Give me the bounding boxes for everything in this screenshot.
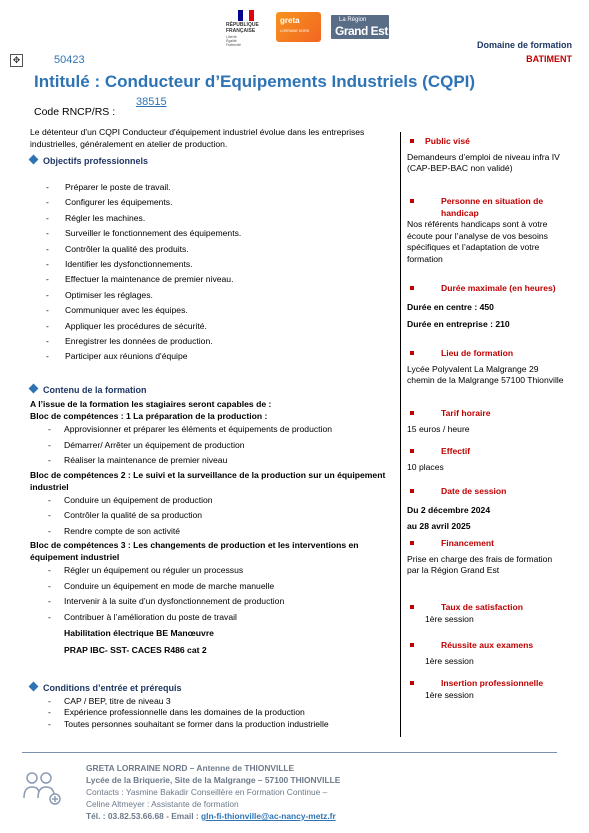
- republique-motto: Liberté Égalité Fraternité: [226, 35, 241, 47]
- sidebar-value: 1ère session: [425, 613, 474, 624]
- republique-text: RÉPUBLIQUE FRANÇAISE: [226, 22, 259, 34]
- sidebar-value: Lycée Polyvalent La Malgrange 29 chemin de la Malgrange 57100 Thionville: [407, 363, 564, 385]
- intro-text: Le détenteur d'un CQPI Conducteur d'équipement industriel évolue dans les entreprises industrielles, généralement en atelier de production.: [30, 127, 365, 149]
- rncp-label: Code RNCP/RS :: [34, 106, 116, 118]
- list-item: - Préparer le poste de travail.: [46, 182, 241, 197]
- sidebar-heading: Lieu de formation: [407, 348, 567, 360]
- list-item: - CAP / BEP, titre de niveau 3: [30, 696, 329, 707]
- sidebar-heading: Réussite aux examens: [407, 640, 567, 652]
- header-logos: [226, 10, 389, 47]
- sidebar-tarif: [407, 408, 567, 435]
- bloc1-title: Bloc de compétences : 1 La préparation de la production :: [30, 411, 268, 421]
- page-title: Intitulé : Conducteur d’Equipements Industriels (CQPI): [34, 72, 476, 91]
- list-item: - Toutes personnes souhaitant se former dans la production industrielle: [30, 719, 329, 730]
- sidebar-value: Durée en entreprise : 210: [407, 318, 510, 329]
- bloc1-list: [30, 422, 395, 469]
- footer-divider: [22, 752, 557, 753]
- habilitation-text: Habilitation électrique BE Manœuvre: [64, 628, 214, 638]
- sidebar-value: Durée en centre : 450: [407, 301, 494, 312]
- list-item: - Contribuer à l’amélioration du poste de travail: [30, 610, 395, 626]
- sidebar-heading: Insertion professionnelle: [407, 678, 567, 690]
- sidebar-heading: Effectif: [407, 446, 567, 458]
- objectifs-heading: [30, 156, 148, 166]
- footer-tel-email: [86, 810, 340, 822]
- list-item: - Configurer les équipements.: [46, 197, 241, 212]
- sidebar-value: au 28 avril 2025: [407, 520, 471, 531]
- region-logo-line1: La Région: [339, 17, 367, 23]
- list-item: - Expérience professionnelle dans les domaines de la production: [30, 707, 329, 718]
- list-item: - Conduire un équipement de production: [30, 493, 395, 509]
- french-flag-icon: [238, 10, 254, 21]
- list-item: - Régler un équipement ou réguler un processus: [30, 563, 395, 579]
- sidebar-heading: Taux de satisfaction: [407, 602, 567, 614]
- sidebar-value: Demandeurs d’emploi de niveau infra IV (CAP-BEP-BAC non validé): [407, 151, 560, 173]
- sidebar-insertion: [407, 678, 567, 701]
- conditions-list: [30, 696, 329, 730]
- rncp-link[interactable]: 38515: [136, 96, 167, 108]
- list-item: - Participer aux réunions d'équipe: [46, 351, 241, 366]
- sidebar-divider: [400, 132, 401, 737]
- region-grand-est-logo: [331, 15, 389, 39]
- republique-francaise-logo: [226, 10, 266, 47]
- greta-logo-subtext: LORRAINE NORD: [280, 29, 310, 33]
- domain-label: Domaine de formation: [476, 40, 572, 50]
- list-item: - Démarrer/ Arrêter un équipement de production: [30, 438, 395, 454]
- list-item: - Optimiser les réglages.: [46, 290, 241, 305]
- greta-logo-text: greta: [280, 16, 300, 25]
- footer-email-link[interactable]: gln-fi-thionville@ac-nancy-metz.fr: [201, 811, 336, 821]
- list-item: - Intervenir à la suite d’un dysfonctionnement de production: [30, 594, 395, 610]
- sidebar-value: Nos référents handicaps sont à votre écoute pour l’analyse de vos besoins spécifiques et l’adaptation de votre formation: [407, 219, 548, 264]
- certifications-text: PRAP IBC- SST- CACES R486 cat 2: [64, 645, 207, 655]
- sidebar-duree: [407, 283, 567, 333]
- list-item: - Enregistrer les données de production.: [46, 336, 241, 351]
- region-logo-line2: Grand Est: [335, 24, 388, 38]
- list-item: - Réaliser la maintenance de premier niveau: [30, 453, 395, 469]
- sidebar-heading: Tarif horaire: [407, 408, 567, 420]
- list-item: - Contrôler la qualité des produits.: [46, 244, 241, 259]
- sidebar-financement: [407, 538, 567, 577]
- contenu-block: [30, 398, 395, 659]
- formation-code: 50423: [54, 54, 85, 66]
- footer-assistant: Celine Altmeyer : Assistante de formation: [86, 799, 239, 809]
- diamond-bullet-icon: [29, 384, 39, 394]
- objectifs-title: Objectifs professionnels: [43, 156, 149, 166]
- list-item: - Communiquer avec les équipes.: [46, 305, 241, 320]
- footer-address: Lycée de la Briquerie, Site de la Malgrange – 57100 THIONVILLE: [86, 775, 341, 785]
- bloc2-list: [30, 493, 395, 540]
- sidebar-lieu: [407, 348, 567, 387]
- sidebar-effectif: [407, 446, 567, 473]
- sidebar-value: Prise en charge des frais de formation par la Région Grand Est: [407, 553, 553, 575]
- diamond-bullet-icon: [29, 682, 39, 692]
- list-item: - Conduire un équipement en mode de marche manuelle: [30, 579, 395, 595]
- list-item: - Approvisionner et préparer les éléments et équipements de production: [30, 422, 395, 438]
- conditions-heading: [30, 683, 182, 693]
- bloc3-list: [30, 563, 395, 625]
- bloc3-title: Bloc de compétences 3 : Les changements de production et les interventions en équipement industriel: [30, 540, 359, 562]
- sidebar-satisfaction: [407, 602, 567, 625]
- sidebar-value: 1ère session: [425, 655, 474, 666]
- conditions-title: Conditions d’entrée et prérequis: [43, 683, 182, 693]
- domain-value: BATIMENT: [526, 54, 572, 64]
- list-item: - Appliquer les procédures de sécurité.: [46, 321, 241, 336]
- list-item: - Contrôler la qualité de sa production: [30, 508, 395, 524]
- list-item: - Identifier les dysfonctionnements.: [46, 259, 241, 274]
- contenu-title: Contenu de la formation: [43, 385, 147, 395]
- sidebar-handicap: [407, 196, 567, 265]
- diamond-bullet-icon: [29, 155, 39, 165]
- footer-contact-line: Contacts : Yasmine Bakadir Conseillère en Formation Continue –: [86, 787, 328, 797]
- sidebar-heading: Durée maximale (en heures): [407, 283, 567, 295]
- footer-org: GRETA LORRAINE NORD – Antenne de THIONVILLE: [86, 763, 295, 773]
- sidebar-value: Du 2 décembre 2024: [407, 504, 491, 515]
- contenu-heading: [30, 385, 147, 395]
- sidebar-reussite: [407, 640, 567, 667]
- contacts-people-icon: [22, 768, 62, 806]
- list-item: - Rendre compte de son activité: [30, 524, 395, 540]
- greta-logo: [276, 12, 321, 42]
- table-move-handle-icon[interactable]: ✥: [10, 54, 23, 67]
- sidebar-value: 15 euros / heure: [407, 423, 470, 434]
- footer-tel: Tél. : 03.82.53.66.68 - Email :: [86, 811, 201, 821]
- sidebar-heading: Public visé: [407, 136, 567, 148]
- list-item: - Surveiller le fonctionnement des équipements.: [46, 228, 241, 243]
- sidebar-value: 10 places: [407, 461, 444, 472]
- sidebar-heading: Financement: [407, 538, 567, 550]
- sidebar-session: [407, 486, 567, 534]
- sidebar-heading: Personne en situation de handicap: [407, 196, 567, 219]
- footer-contact: [86, 762, 340, 822]
- contenu-intro: A l’issue de la formation les stagiaires seront capables de :: [30, 399, 272, 409]
- sidebar-heading: Date de session: [407, 486, 567, 498]
- list-item: - Régler les machines.: [46, 213, 241, 228]
- bloc2-title: Bloc de compétences 2 : Le suivi et la surveillance de la production sur un équipement industriel: [30, 469, 386, 492]
- sidebar-value: 1ère session: [425, 689, 474, 700]
- objectifs-list: [46, 182, 241, 367]
- sidebar-public: [407, 136, 567, 175]
- list-item: - Effectuer la maintenance de premier niveau.: [46, 274, 241, 289]
